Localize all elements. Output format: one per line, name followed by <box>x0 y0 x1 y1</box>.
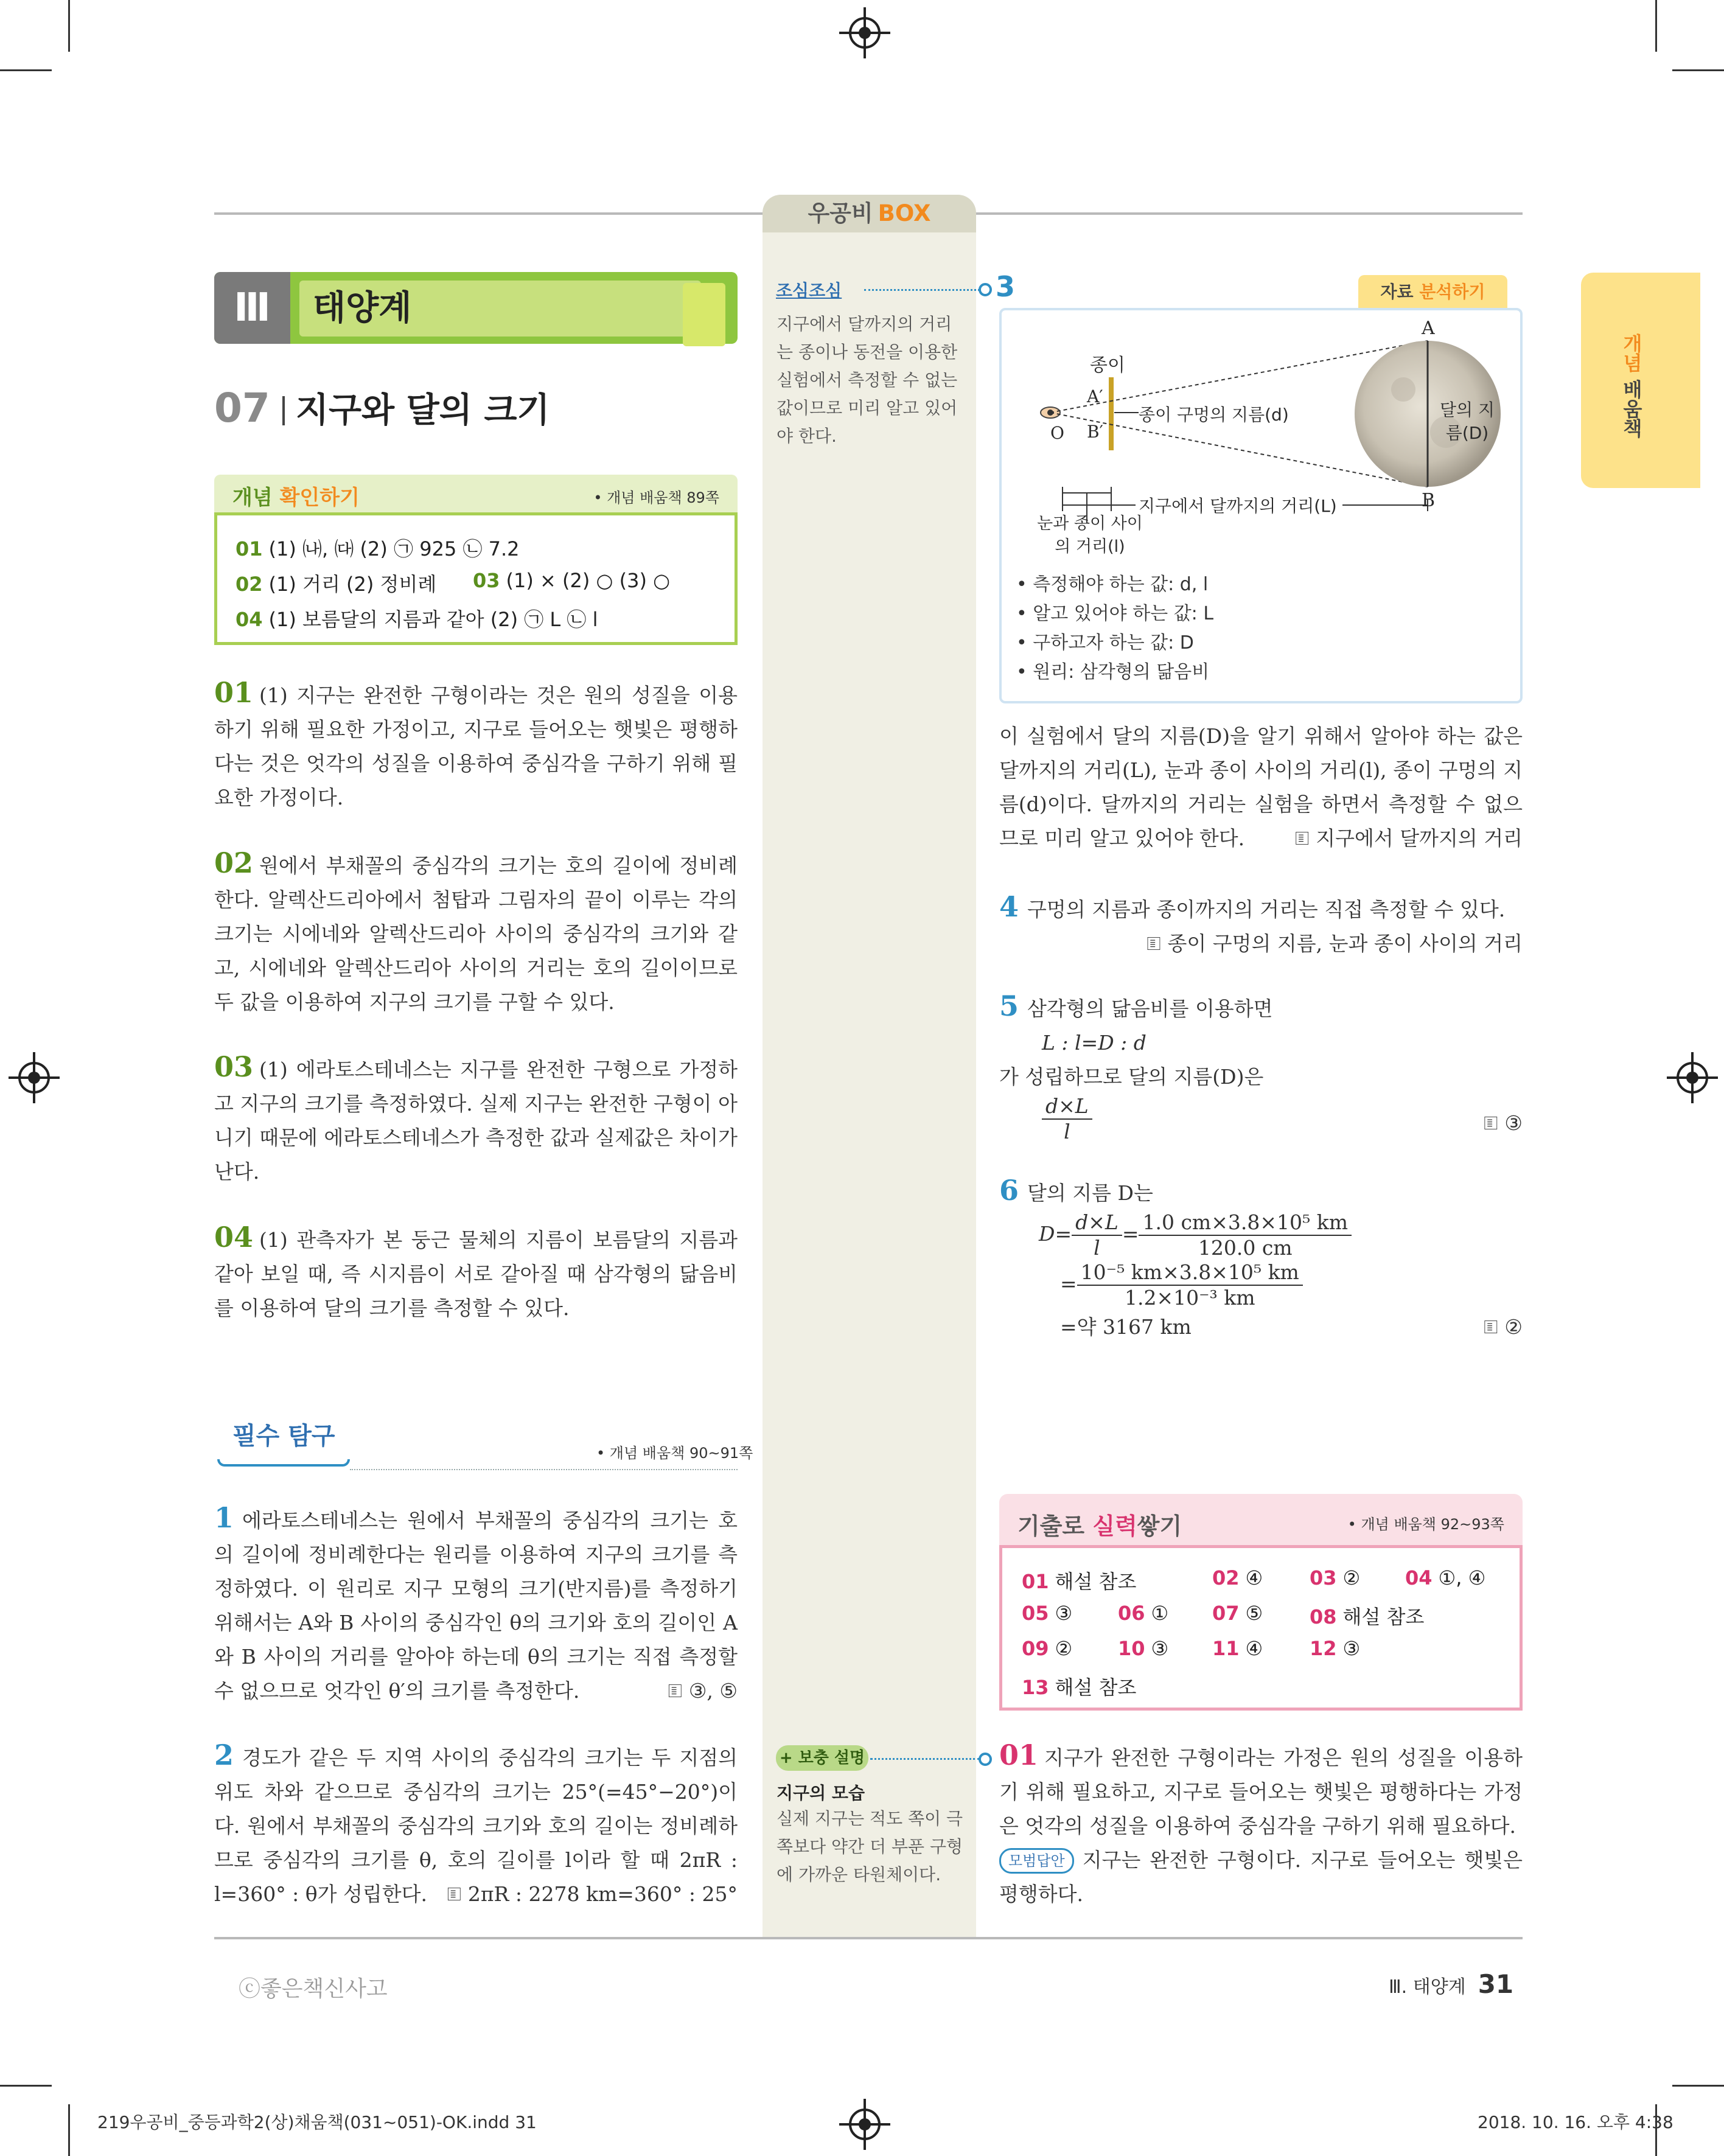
exam-answer: 12 ③ <box>1310 1637 1361 1660</box>
leader-line <box>870 1758 980 1760</box>
supplement-tag: + 보충 설명 <box>776 1745 868 1771</box>
concept-check-header: 개념 확인하기 • 개념 배움책 89쪽 <box>214 475 738 512</box>
box-column <box>763 214 976 1938</box>
leader-line <box>864 289 980 291</box>
divider <box>350 1469 738 1470</box>
chapter-banner <box>214 272 738 344</box>
item-number: 3 <box>996 270 1016 303</box>
chapter-number: Ⅲ <box>214 272 290 344</box>
registration-mark-icon <box>849 17 881 49</box>
explanation-paragraph: 03 (1) 에라토스테네스는 지구를 완전한 구형으로 가정하고 지구의 크기를 측정하였다. 실제 지구는 완전한 구형이 아니기 때문에 에라토스테네스가 측정한 값과 실제값은 차이가 난다. <box>214 1050 738 1184</box>
exam-answer: 01 해설 참조 <box>1022 1570 1137 1593</box>
paint-roller-icon <box>683 283 725 346</box>
bullet-item: • 알고 있어야 하는 값: L <box>1016 603 1214 624</box>
crop-mark <box>1672 69 1724 71</box>
tip-body: 지구에서 달까지의 거리는 종이나 동전을 이용한 실험에서 측정할 수 없는 값이므로 미리 알고 있어야 한다. <box>776 314 958 446</box>
chapter-title: 태양계 <box>299 281 701 337</box>
bullet-item: • 원리: 삼각형의 닮음비 <box>1016 661 1210 683</box>
crop-mark <box>1655 0 1657 52</box>
answer-row: 04 (1) 보름달의 지름과 같아 (2) ㉠ L ㉡ l <box>236 608 598 631</box>
paper-label: 종이 <box>1090 355 1125 376</box>
leader-dot-icon <box>979 1753 992 1766</box>
exam-answer: 02 ④ <box>1212 1566 1263 1589</box>
item4-explanation: 4 구멍의 지름과 종이까지의 거리는 직접 측정할 수 있다. 🗉 종이 구멍의 지름, 눈과 종이 사이의 거리 <box>999 890 1523 955</box>
exam-box-header: 기출로 실력쌓기 • 개념 배움책 92~93쪽 <box>999 1494 1523 1545</box>
item5-explanation: 5 삼각형의 닮음비를 이용하면 L : l=D : d 가 성립하므로 달의 지름(D)은 $\frac{d\times L}{l}$ 🗉 ③ <box>999 989 1523 1143</box>
moon-diameter-label: 달의 지름(D) <box>1439 400 1495 443</box>
supplement-title: 지구의 모습 <box>776 1783 865 1803</box>
point-label: O <box>1050 423 1064 443</box>
explanation-paragraph: 02 원에서 부채꼴의 중심각의 크기는 호의 길이에 정비례한다. 알렉산드리아에서 첨탑과 그림자의 끝이 이루는 각의 크기는 시에네와 알렉산드리아 사이의 중심각의 크기와 같고, 시에네와 알렉산드리아 사이의 거리는 호의 길이이므로 두 값을 이용하여 지구의 크기를 구할 수 있다. <box>214 846 738 1014</box>
item3-explanation: 이 실험에서 달의 지름(D)을 알기 위해서 알아야 하는 값은 달까지의 거리(L), 눈과 종이 사이의 거리(l), 종이 구멍의 지름(d)이다. 달까지의 거리는 실험을 하면서 측정할 수 없으므로 미리 알고 있어야 한다. 🗉 지구에서 달까지의 거리 <box>999 724 1523 850</box>
registration-mark-icon <box>849 2109 881 2140</box>
side-tab[interactable]: 개념 배움책 <box>1581 273 1700 488</box>
print-timestamp: 2018. 10. 16. 오후 4:38 <box>1478 2112 1673 2132</box>
publisher: ⓒ좋은책신사고 <box>239 1976 388 2001</box>
answer-row: 02 (1) 거리 (2) 정비례 <box>236 573 437 596</box>
supplement-body: 실제 지구는 적도 쪽이 극쪽보다 약간 더 부푼 구형에 가까운 타원체이다. <box>776 1809 963 1885</box>
exam-answer: 11 ④ <box>1212 1637 1263 1660</box>
point-label: A <box>1422 318 1435 339</box>
model-answer-tag: 모범답안 <box>999 1848 1074 1874</box>
exam-answer-box <box>999 1545 1523 1711</box>
page-footer: Ⅲ. 태양계 31 <box>1389 1969 1514 1999</box>
crop-mark <box>68 2104 70 2156</box>
exam-answer: 09 ② <box>1022 1637 1073 1660</box>
distance-l-label: 눈과 종이 사이의 거리(l) <box>1037 514 1143 556</box>
explanation-paragraph: 04 (1) 관측자가 본 둥근 물체의 지름이 보름달의 지름과 같아 보일 때, 즉 시지름이 서로 같아질 때 삼각형의 닮음비를 이용하여 달의 크기를 측정할 수 있다. <box>214 1221 738 1320</box>
exam-answer: 10 ③ <box>1118 1637 1169 1660</box>
hole-diameter-label: 종이 구멍의 지름(d) <box>1139 405 1289 425</box>
registration-mark-icon <box>1677 1062 1708 1094</box>
exam-answer: 05 ③ <box>1022 1602 1073 1625</box>
item6-explanation: 6 달의 지름 D는 D= $\frac{d\times L}{l}$ = $\frac{\text{1.0 cm×3.8×10⁵ km}}{120.0 cm}$ = $\frac{\text{10⁻⁵ km×3.8×10⁵ km}}{\text{1.2×10⁻³ km}}$ =약 3167 km 🗉 ② <box>999 1174 1523 1339</box>
answer-row: 03 (1) × (2) ○ (3) ○ <box>473 569 671 592</box>
crop-mark <box>0 69 52 71</box>
bottom-rule <box>214 1937 1523 1939</box>
distance-L-label: 지구에서 달까지의 거리(L) <box>1139 496 1337 516</box>
point-label: A′ <box>1087 386 1103 406</box>
crop-mark <box>68 0 70 52</box>
tip-label: 조심조심 <box>776 281 842 301</box>
exam-answer: 08 해설 참조 <box>1310 1605 1425 1628</box>
bullet-item: • 구하고자 하는 값: D <box>1016 632 1194 654</box>
point-label: B <box>1422 490 1436 511</box>
leader-dot-icon <box>979 283 992 296</box>
pilsu-item: 2 경도가 같은 두 지역 사이의 중심각의 크기는 두 지점의 위도 차와 같으므로 중심각의 크기는 25°(=45°−20°)이다. 원에서 부채꼴의 중심각의 크기와 호의 길이는 정비례하므로 중심각의 크기를 θ, 호의 길이를 l이라 할 때 2πR : l=360° : θ가 성립한다. 🗉 2πR : 2278 km=360° : 25° <box>214 1739 738 1906</box>
explanation-paragraph: 01 (1) 지구는 완전한 구형이라는 것은 원의 성질을 이용하기 위해 필요한 가정이고, 지구로 들어오는 햇빛은 평행하다는 것은 엇각의 성질을 이용하여 중심각을 구하기 위해 필요한 가정이다. <box>214 676 738 809</box>
pilsu-item: 1 에라토스테네스는 원에서 부채꼴의 중심각의 크기는 호의 길이에 정비례한다는 원리를 이용하여 지구의 크기를 측정하였다. 이 원리로 지구 모형의 크기(반지름)를 측정하기 위해서는 A와 B 사이의 중심각인 θ의 크기와 호의 길이인 A와 B 사이의 거리를 알아야 하는데 θ의 크기는 직접 측정할 수 없으므로 엇각인 θ′의 크기를 측정한다. 🗉 ③, ⑤ <box>214 1501 738 1703</box>
registration-mark-icon <box>18 1062 50 1094</box>
exam-answer: 13 해설 참조 <box>1022 1676 1137 1699</box>
data-analysis-tag: 자료 분석하기 <box>1358 275 1507 309</box>
answer-row: 01 (1) ㈏, ㈐ (2) ㉠ 925 ㉡ 7.2 <box>236 537 520 560</box>
exam01-explanation: 01 지구가 완전한 구형이라는 가정은 원의 성질을 이용하기 위해 필요하고, 지구로 들어오는 햇빛은 평행하다는 가정은 엇각의 성질을 이용하여 중심각을 구하기 위해 필요하다. 모범답안 지구는 완전한 구형이다. 지구로 들어오는 햇빛은 평행하다. <box>999 1739 1523 1906</box>
exam-answer: 06 ① <box>1118 1602 1169 1625</box>
crop-mark <box>0 2085 52 2087</box>
crop-mark <box>1672 2085 1724 2087</box>
box-column-tab: 우공비 BOX <box>763 195 976 232</box>
pilsu-ref: • 개념 배움책 90~91쪽 <box>596 1445 753 1462</box>
concept-check-box <box>214 512 738 645</box>
exam-answer: 07 ⑤ <box>1212 1602 1263 1625</box>
exam-answer: 03 ② <box>1310 1566 1361 1589</box>
bullet-item: • 측정해야 하는 값: d, l <box>1016 574 1209 595</box>
exam-answer: 04 ①, ④ <box>1405 1566 1486 1589</box>
point-label: B′ <box>1087 422 1103 442</box>
section-title: 07 지구와 달의 크기 <box>214 385 550 431</box>
file-slug: 219우공비_중등과학2(상)채움책(031~051)-OK.indd 31 <box>97 2112 537 2132</box>
